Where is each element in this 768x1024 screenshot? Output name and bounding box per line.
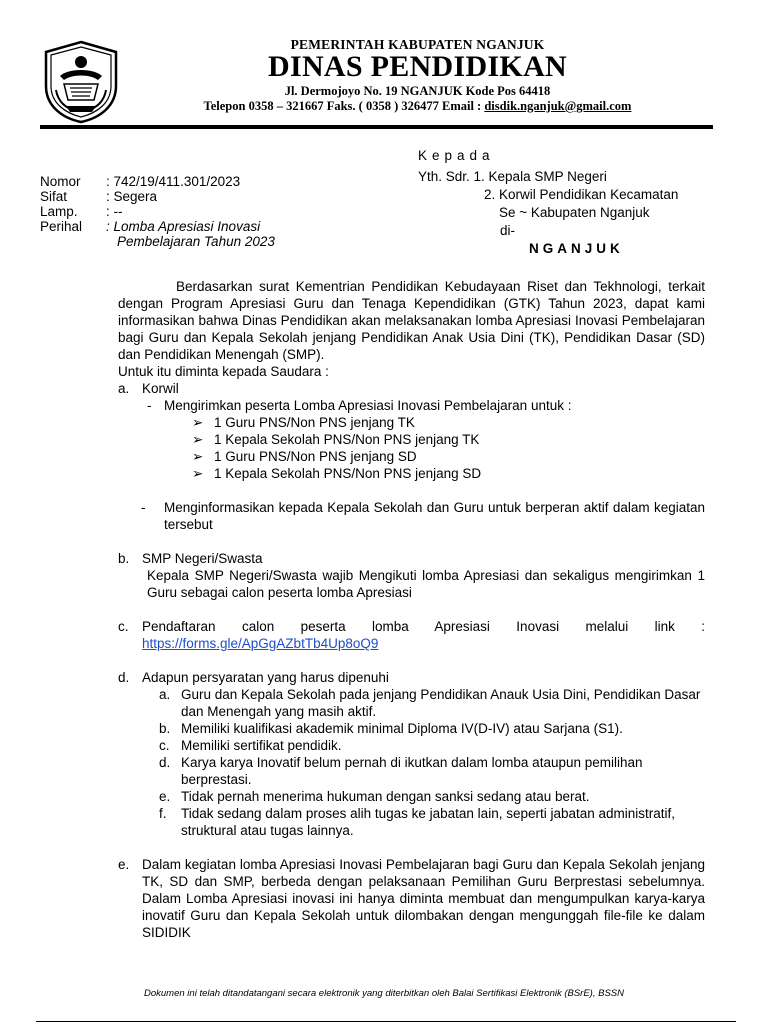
list-item: ➢ 1 Guru PNS/Non PNS jenjang TK	[192, 415, 415, 430]
perihal-value-line1: : Lomba Apresiasi Inovasi	[106, 219, 261, 234]
arrow-bullet-icon: ➢	[192, 432, 204, 447]
section-e-marker: e.	[118, 857, 130, 872]
lamp-value: : --	[106, 204, 123, 219]
arrow-bullet-icon: ➢	[192, 466, 204, 481]
kepada-label: Kepada	[418, 148, 495, 163]
list-item: d. Karya karya Inovatif belum pernah di ikutkan dalam lomba ataupun pemilihan berprestasi.	[159, 755, 643, 787]
e-signature-footer: Dokumen ini telah ditandatangani secara elektronik yang diterbitkan oleh Balai Sertifikasi Elektronik (BSrE), BSSN	[144, 988, 624, 999]
list-item: a. Guru dan Kepala Sekolah pada jenjang Pendidikan Anauk Usia Dini, Pendidikan Dasar dan Menengah yang masih aktif.	[159, 687, 701, 719]
section-a-dash-2: - Menginformasikan kepada Kepala Sekolah dan Guru untuk berperan aktif dalam kegiatan tersebut	[141, 500, 705, 532]
requirements-list	[142, 686, 705, 839]
letterhead-contact	[140, 99, 695, 114]
section-a-bullets	[142, 414, 705, 482]
sifat-label: Sifat	[40, 189, 68, 204]
section-e	[118, 856, 705, 941]
arrow-bullet-icon: ➢	[192, 415, 204, 430]
list-item: ➢ 1 Guru PNS/Non PNS jenjang SD	[192, 449, 417, 464]
intro-paragraph: Berdasarkan surat Kementrian Pendidikan Kebudayaan Riset dan Tekhnologi, terkait dengan Program Apresiasi Guru dan Tenaga Kependidikan (GTK) Tahun 2023, dapat kami informasikan bahwa Dinas Pendidikan akan melaksanakan lomba Apresiasi Inovasi Pembelajaran bagi Guru dan Kepala Sekolah jenjang Pendidikan Anak Usia Dini (TK), Pendidikan Dasar (SD) dan Pendidikan Menengah (SMP).	[118, 279, 705, 362]
recipient-city: NGANJUK	[529, 241, 624, 256]
lamp-label: Lamp.	[40, 204, 78, 219]
perihal-label: Perihal	[40, 219, 83, 234]
section-a-dash-2-text: Menginformasikan kepada Kepala Sekolah dan Guru untuk berperan aktif dalam kegiatan tersebut	[164, 500, 705, 532]
contact-email[interactable]: disdik.nganjuk@gmail.com	[484, 99, 632, 113]
regency-emblem	[40, 40, 122, 124]
section-a	[118, 380, 705, 533]
list-item: ➢ 1 Kepala Sekolah PNS/Non PNS jenjang SD	[192, 466, 482, 481]
section-a-dash-1: - Mengirimkan peserta Lomba Apresiasi Inovasi Pembelajaran untuk :	[147, 398, 572, 413]
section-b-title: SMP Negeri/Swasta	[142, 551, 263, 566]
perihal-value-line2: Pembelajaran Tahun 2023	[117, 234, 275, 249]
section-d-title: Adapun persyaratan yang harus dipenuhi	[142, 670, 389, 685]
recipient-line-4: di-	[500, 223, 516, 238]
recipient-line-1: Yth. Sdr. 1. Kepala SMP Negeri	[418, 169, 607, 184]
letterhead-address: Jl. Dermojoyo No. 19 NGANJUK Kode Pos 64418	[284, 84, 551, 98]
list-item: ➢ 1 Kepala Sekolah PNS/Non PNS jenjang TK	[192, 432, 480, 447]
section-d-marker: d.	[118, 670, 130, 685]
section-a-title: Korwil	[142, 381, 179, 396]
list-item: e. Tidak pernah menerima hukuman dengan sanksi sedang atau berat.	[159, 789, 590, 804]
section-e-text: Dalam kegiatan lomba Apresiasi Inovasi Pembelajaran bagi Guru dan Kepala Sekolah jenjang TK, SD dan SMP, berbeda dengan pelaksanaan Pemilihan Guru Berprestasi sebelumnya. Dalam Lomba Apresiasi inovasi ini hanya diminta membuat dan mengumpulkan karya-karya inovatif Guru dan Kepala Sekolah untuk dilombakan dengan mengunggah file-file ke dalam SIDIDIK	[142, 857, 705, 940]
footer-rule	[36, 1021, 736, 1022]
section-b-text: Kepala SMP Negeri/Swasta wajib Mengikuti lomba Apresiasi dan sekaligus mengirimkan 1 Guru sebagai calon peserta lomba Apresiasi	[147, 568, 705, 600]
recipient-line-3: Se ~ Kabupaten Nganjuk	[499, 205, 650, 220]
letterhead-government: PEMERINTAH KABUPATEN NGANJUK	[290, 37, 545, 52]
recipient-line-2: 2. Korwil Pendidikan Kecamatan	[484, 187, 679, 202]
sifat-value: : Segera	[106, 189, 158, 204]
section-a-dash-1-text: Mengirimkan peserta Lomba Apresiasi Inovasi Pembelajaran untuk :	[164, 398, 572, 413]
section-c-marker: c.	[118, 619, 129, 634]
list-item: f. Tidak sedang dalam proses alih tugas ke jabatan lain, seperti jabatan administratif, struktural atau tugas lainnya.	[159, 806, 676, 838]
section-a-marker: a.	[118, 381, 130, 396]
request-line: Untuk itu diminta kepada Saudara :	[118, 364, 329, 379]
letter-body	[118, 278, 705, 941]
registration-link[interactable]: https://forms.gle/ApGgAZbtTb4Up8oQ9	[142, 636, 379, 651]
section-c	[118, 618, 705, 652]
nomor-label: Nomor	[40, 174, 81, 189]
section-d	[118, 669, 705, 839]
arrow-bullet-icon: ➢	[192, 449, 204, 464]
list-item: c. Memiliki sertifikat pendidik.	[159, 738, 342, 753]
letterhead-rule	[40, 125, 713, 129]
contact-phone-fax: Telepon 0358 – 321667 Faks. ( 0358 ) 326477 Email :	[203, 99, 485, 113]
list-item: b. Memiliki kualifikasi akademik minimal Diploma IV(D-IV) atau Sarjana (S1).	[159, 721, 623, 736]
section-b	[118, 550, 705, 601]
section-b-marker: b.	[118, 551, 130, 566]
nomor-value: : 742/19/411.301/2023	[106, 174, 241, 189]
section-c-text: Pendaftaran calon peserta lomba Apresiasi Inovasi melalui link :	[142, 619, 705, 634]
letterhead-office: DINAS PENDIDIKAN	[268, 50, 567, 83]
